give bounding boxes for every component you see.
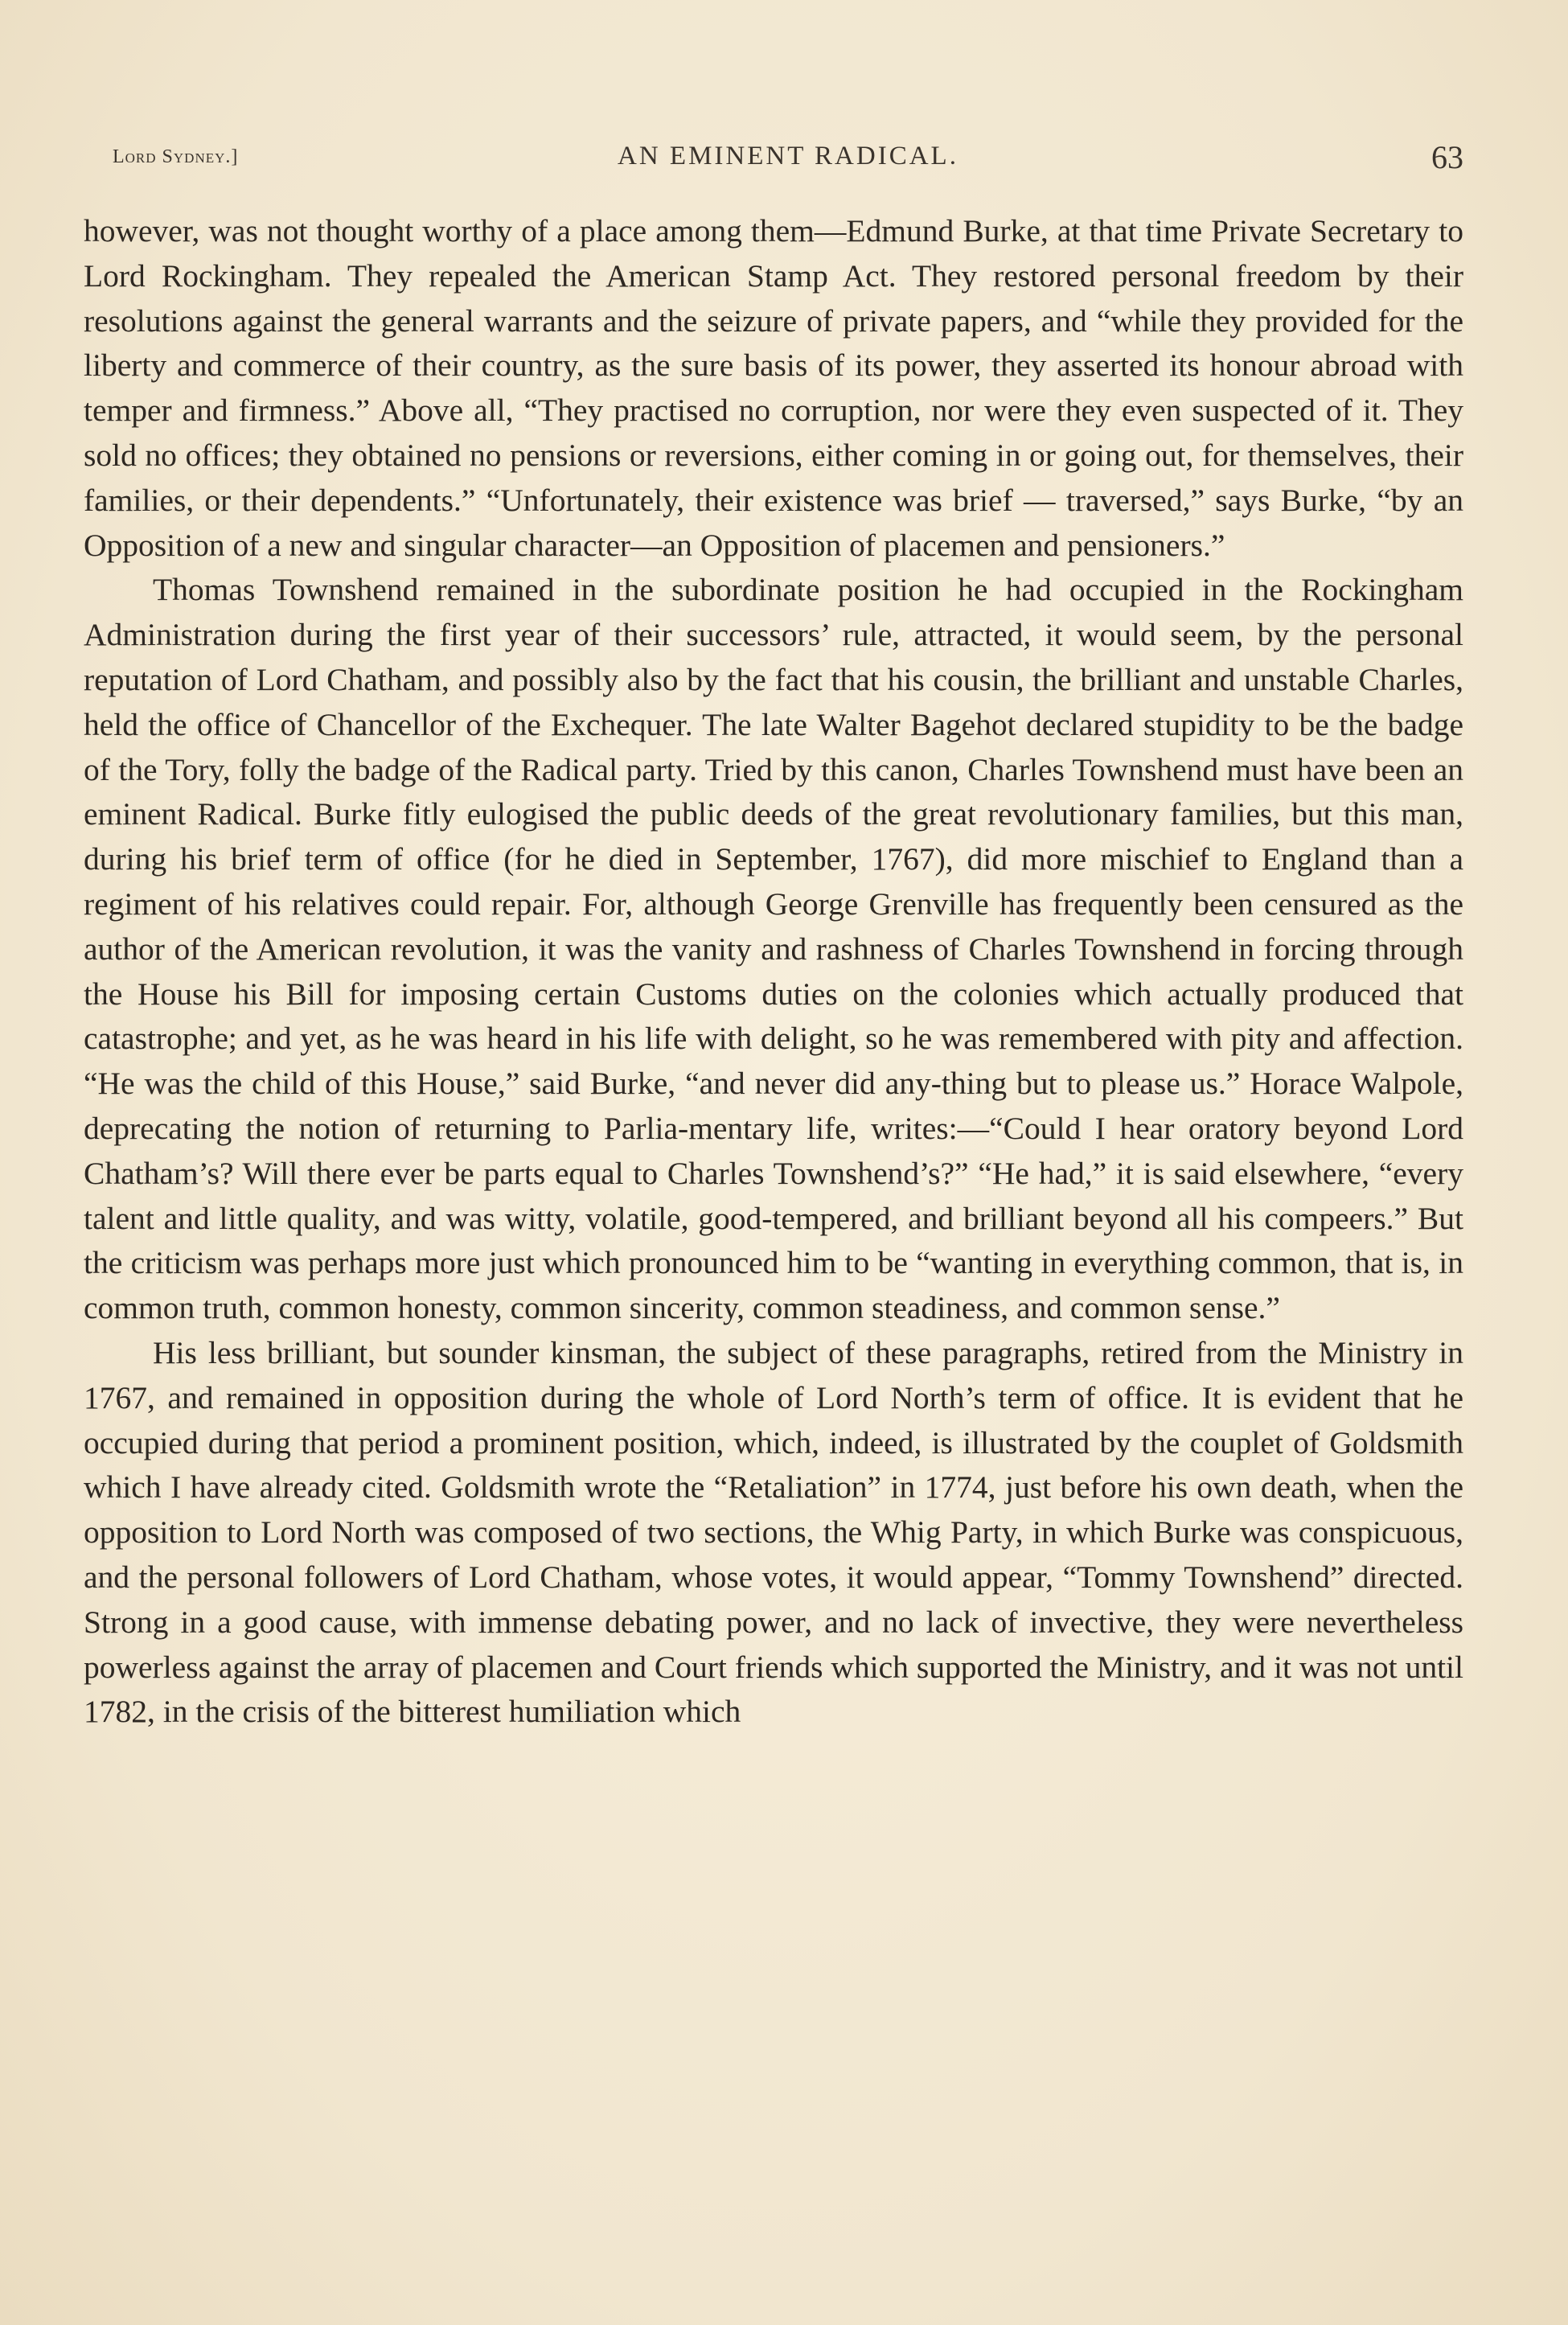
paragraph-1: however, was not thought worthy of a place among them—Edmund Burke, at that time Private Secretary to Lord Rockingham. They repealed the American Stamp Act. They restored personal freedom by their resolutions against the general warrants and the seizure of private papers, and “while they provided for the liberty and commerce of their country, as the sure basis of its power, they asserted its honour abroad with temper and firmness.” Above all, “They practised no corruption, nor were they even suspected of it. They sold no offices; they obtained no pensions or reversions, either coming in or going out, for themselves, their families, or their dependents.” “Unfortunately, their existence was brief — traversed,” says Burke, “by an Opposition of a new and singular character—an Opposition of placemen and pensioners.” — [84, 213, 1463, 563]
paragraph-3: His less brilliant, but sounder kinsman, the subject of these paragraphs, retired from the Ministry in 1767, and remained in opposition during the whole of Lord North’s term of office. It is evident that he occupied during that period a prominent position, which, indeed, is illustrated by the couplet of Goldsmith which I have already cited. Goldsmith wrote the “Retaliation” in 1774, just before his own death, when the opposition to Lord North was composed of two sections, the Whig Party, in which Burke was conspicuous, and the personal followers of Lord Chatham, whose votes, it would appear, “Tommy Townshend” directed. Strong in a good cause, with immense debating power, and no lack of invective, they were nevertheless powerless against the array of placemen and Court friends which supported the Ministry, and it was not until 1782, in the crisis of the bitterest humiliation which — [84, 1334, 1463, 1730]
page-number: 63 — [1431, 139, 1463, 175]
running-head-left: Lord Sydney.] — [113, 146, 239, 167]
paragraph-2: Thomas Townshend remained in the subordinate position he had occupied in the Rockingham Administration during the first year of their successors’ rule, attracted, it would seem, by the personal reputation of Lord Chatham, and possibly also by the fact that his cousin, the brilliant and unstable Charles, held the office of Chancellor of the Exchequer. The late Walter Bagehot declared stupidity to be the badge of the Tory, folly the badge of the Radical party. Tried by this canon, Charles Townshend must have been an eminent Radical. Burke fitly eulogised the public deeds of the great revolutionary families, but this man, during his brief term of office (for he died in September, 1767), did more mischief to England than a regiment of his relatives could repair. For, although George Grenville has frequently been censured as the author of the American revolution, it was the vanity and rashness of Charles Townshend in forcing through the House his Bill for imposing certain Customs duties on the colonies which actually produced that catastrophe; and yet, as he was heard in his life with delight, so he was remembered with pity and affection. “He was the child of this House,” said Burke, “and never did any-thing but to please us.” Horace Walpole, deprecating the notion of returning to Parlia-mentary life, writes:—“Could I hear oratory beyond Lord Chatham’s? Will there ever be parts equal to Charles Townshend’s?” “He had,” it is said elsewhere, “every talent and little quality, and was witty, volatile, good-tempered, and brilliant beyond all his compeers.” But the criticism was perhaps more just which pronounced him to be “wanting in everything common, that is, in common truth, common honesty, common sincerity, common steadiness, and common sense.” — [84, 572, 1463, 1326]
body-text — [84, 209, 1463, 1735]
running-head — [113, 138, 1463, 179]
running-head-title: AN EMINENT RADICAL. — [618, 142, 958, 170]
